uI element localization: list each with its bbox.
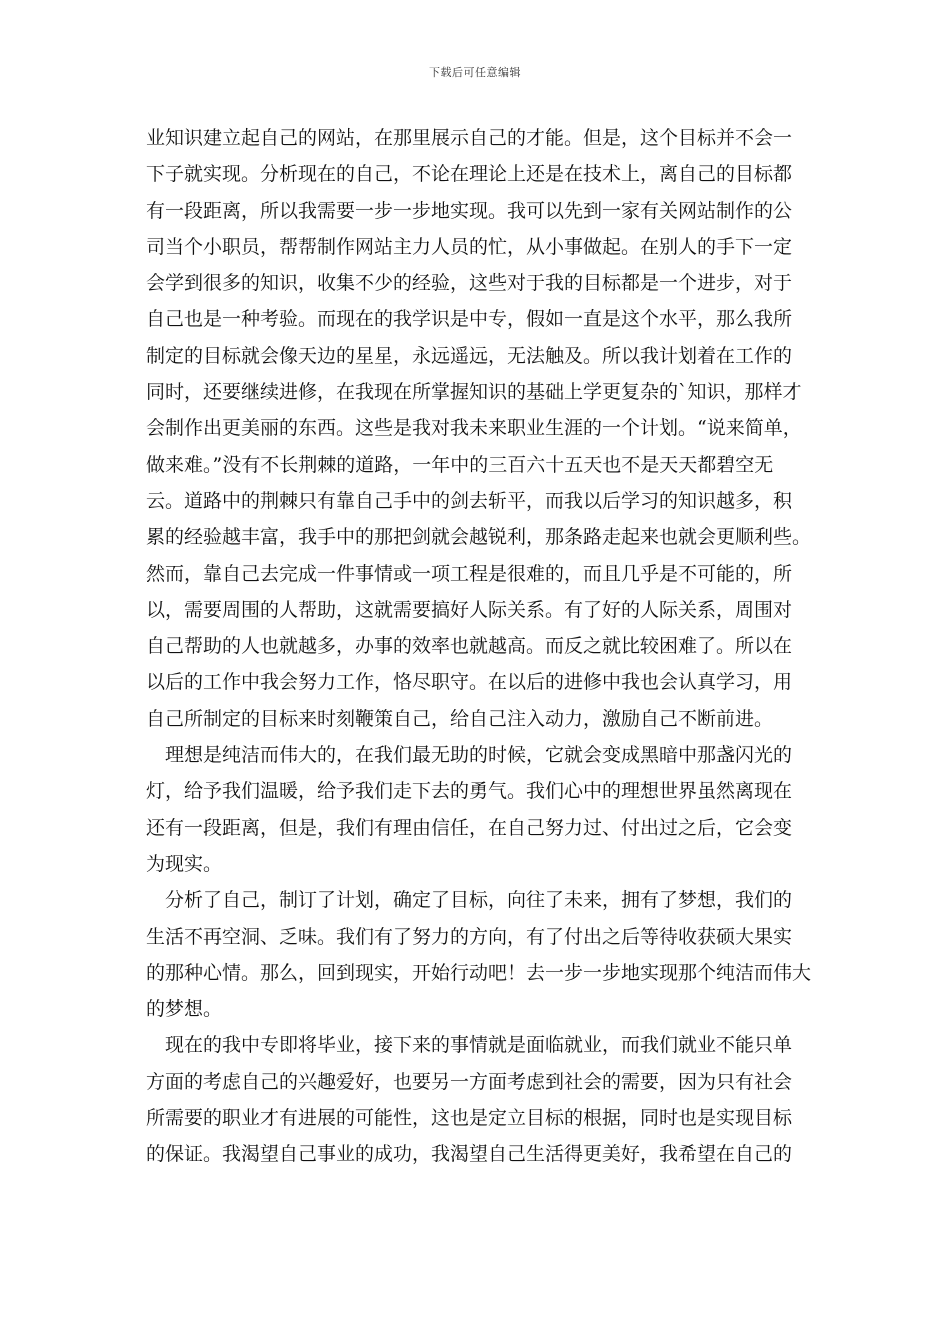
text-line: 还有一段距离，但是，我们有理由信任，在自己努力过、付出过之后，它会变 [146, 816, 793, 839]
text-line: 做来难。”没有不长荆棘的道路，一年中的三百六十五天也不是天天都碧空无 [146, 453, 774, 476]
text-line: 同时，还要继续进修，在我现在所掌握知识的基础上学更复杂的`知识，那样才 [146, 381, 802, 404]
text-line: 制定的目标就会像天边的星星，永远遥远，无法触及。所以我计划着在工作的 [146, 344, 793, 367]
text-line: 以，需要周围的人帮助，这就需要搞好人际关系。有了好的人际关系，周围对 [146, 598, 793, 621]
text-line: 司当个小职员，帮帮制作网站主力人员的忙，从小事做起。在别人的手下一定 [146, 235, 793, 258]
text-line: 有一段距离，所以我需要一步一步地实现。我可以先到一家有关网站制作的公 [146, 199, 793, 222]
text-line: 自己所制定的目标来时刻鞭策自己，给自己注入动力，激励自己不断前进。 [146, 707, 774, 730]
text-line: 自己也是一种考验。而现在的我学识是中专，假如一直是这个水平，那么我所 [146, 308, 793, 331]
text-line: 会制作出更美丽的东西。这些是我对我未来职业生涯的一个计划。“说来简单， [146, 417, 802, 440]
text-line: 下子就实现。分析现在的自己，不论在理论上还是在技术上，离自己的目标都 [146, 163, 793, 186]
text-line: 会学到很多的知识，收集不少的经验，这些对于我的目标都是一个进步，对于 [146, 272, 793, 295]
text-line: 以后的工作中我会努力工作，恪尽职守。在以后的进修中我也会认真学习，用 [146, 671, 793, 694]
text-line: 的那种心情。那么，回到现实，开始行动吧！去一步一步地实现那个纯洁而伟大 [146, 961, 812, 984]
text-line: 方面的考虑自己的兴趣爱好，也要另一方面考虑到社会的需要，因为只有社会 [146, 1070, 793, 1093]
text-line: 的梦想。 [146, 998, 223, 1021]
text-line: 所需要的职业才有进展的可能性，这也是定立目标的根据，同时也是实现目标 [146, 1107, 793, 1130]
text-line: 为现实。 [146, 852, 223, 875]
page-header: 下载后可任意编辑 [429, 66, 521, 79]
text-line: 的保证。我渴望自己事业的成功，我渴望自己生活得更美好，我希望在自己的 [146, 1143, 793, 1166]
text-line: 自己帮助的人也就越多，办事的效率也就越高。而反之就比较困难了。所以在 [146, 635, 793, 658]
text-line: 灯，给予我们温暖，给予我们走下去的勇气。我们心中的理想世界虽然离现在 [146, 780, 793, 803]
text-line: 累的经验越丰富，我手中的那把剑就会越锐利，那条路走起来也就会更顺利些。 [146, 526, 812, 549]
text-line: 理想是纯洁而伟大的，在我们最无助的时候，它就会变成黑暗中那盏闪光的 [165, 744, 793, 767]
text-line: 现在的我中专即将毕业，接下来的事情就是面临就业，而我们就业不能只单 [165, 1034, 793, 1057]
text-line: 生活不再空洞、乏味。我们有了努力的方向，有了付出之后等待收获硕大果实 [146, 925, 793, 948]
text-line: 分析了自己，制订了计划，确定了目标，向往了未来，拥有了梦想，我们的 [165, 889, 793, 912]
document-body [146, 120, 812, 1173]
text-line: 然而，靠自己去完成一件事情或一项工程是很难的，而且几乎是不可能的，所 [146, 562, 793, 585]
text-line: 云。道路中的荆棘只有靠自己手中的剑去斩平，而我以后学习的知识越多，积 [146, 489, 793, 512]
text-line: 业知识建立起自己的网站，在那里展示自己的才能。但是，这个目标并不会一 [146, 127, 793, 149]
